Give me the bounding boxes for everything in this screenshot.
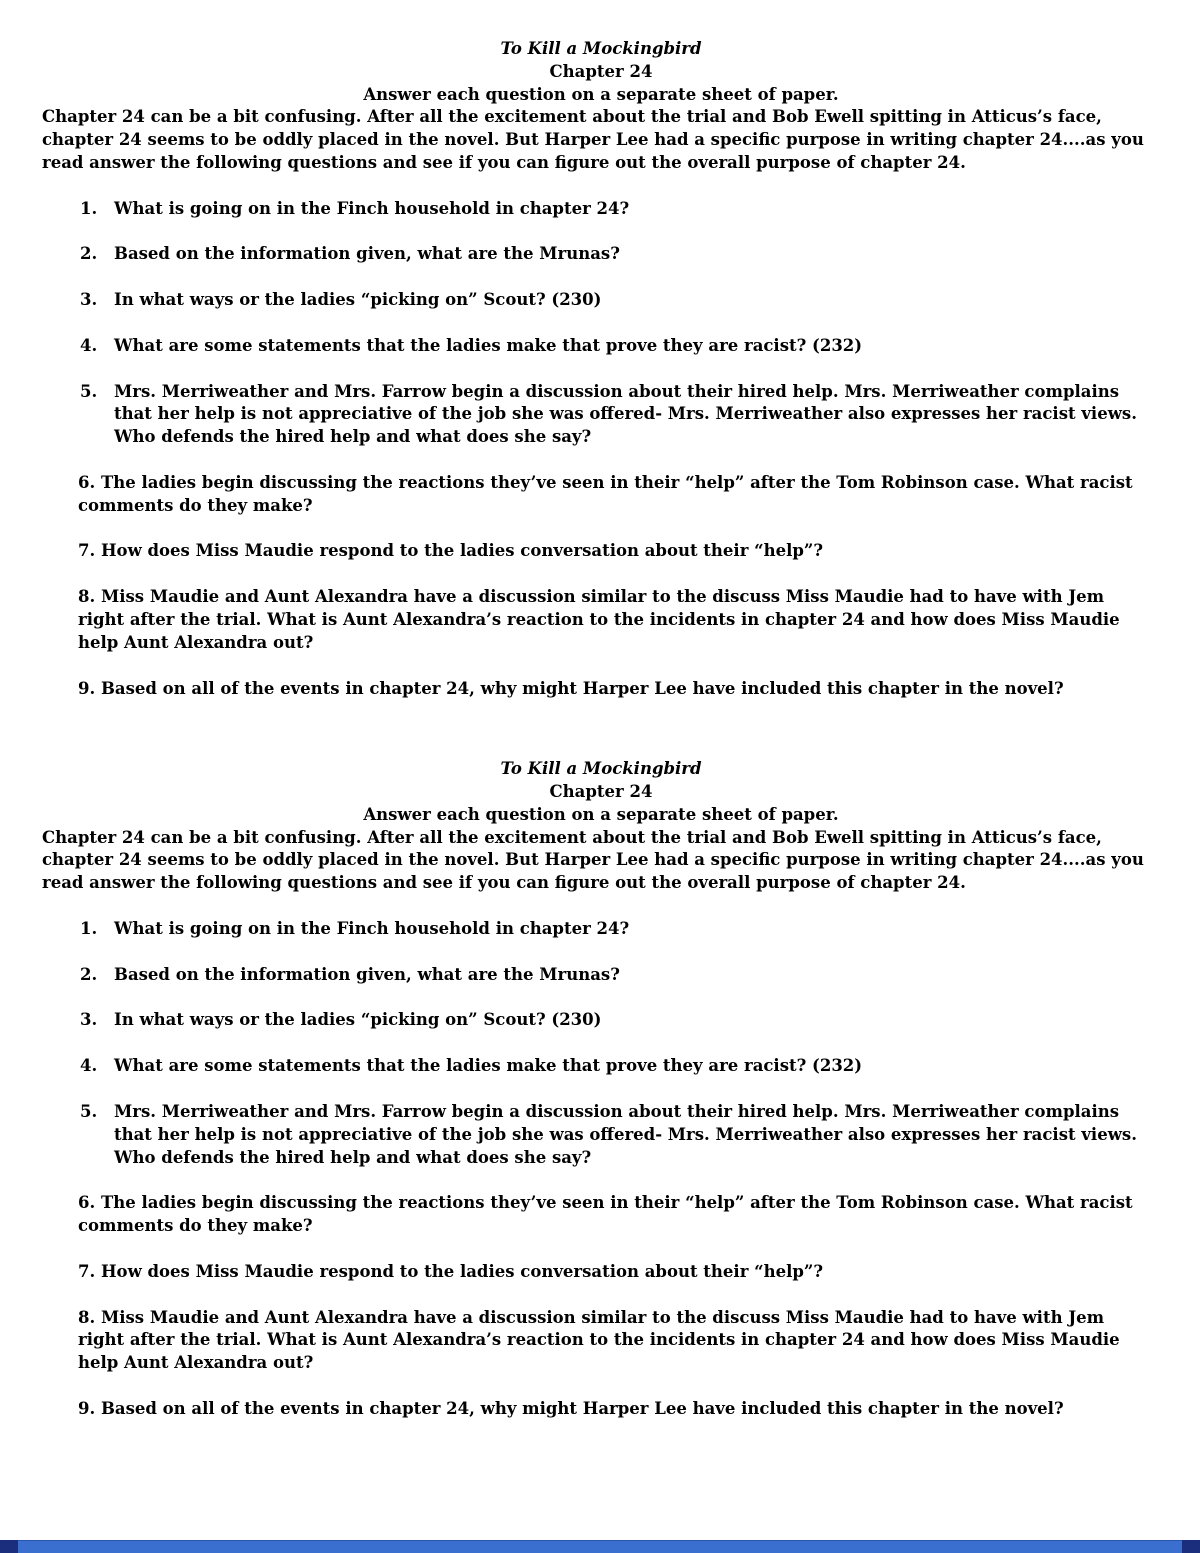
doc-title: To Kill a Mockingbird: [500, 759, 702, 779]
question-item-6: 6. The ladies begin discussing the reactions they’ve seen in their “help” after the Tom Robinson case. What racist comments do they make?: [78, 1193, 1133, 1236]
question-item-1: [80, 918, 1160, 941]
question-number: 1.: [80, 198, 98, 218]
question-item-1: [80, 198, 1160, 221]
doc-chapter: Chapter 24: [549, 61, 653, 81]
question-item-6: 6. The ladies begin discussing the reactions they’ve seen in their “help” after the Tom Robinson case. What racist comments do they make?: [78, 472, 1133, 515]
scrollbar-track[interactable]: [18, 1540, 1182, 1553]
question-text: Mrs. Merriweather and Mrs. Farrow begin a discussion about their hired help. Mrs. Merriweather complains that her help is not appreciative of the job she was offered- Mrs. Merriweather also expresses her racist views. Who defends the hired help and what does she say?: [114, 381, 1137, 447]
worksheet-copy-2: [42, 758, 1160, 1420]
question-text: Based on the information given, what are the Mrunas?: [114, 244, 620, 264]
worksheet-copy-1: [42, 38, 1160, 700]
question-text: What are some statements that the ladies make that prove they are racist? (232): [114, 335, 863, 355]
question-text: Mrs. Merriweather and Mrs. Farrow begin a discussion about their hired help. Mrs. Merriweather complains that her help is not appreciative of the job she was offered- Mrs. Merriweather also expresses her racist views. Who defends the hired help and what does she say?: [114, 1101, 1137, 1167]
question-item-3: [80, 289, 1160, 312]
question-item-5: [80, 381, 1160, 449]
question-number: 3.: [80, 290, 98, 310]
question-number: 2.: [80, 244, 98, 264]
question-number: 2.: [80, 964, 98, 984]
doc-intro: Chapter 24 can be a bit confusing. After all the excitement about the trial and Bob Ewell spitting in Atticus’s face, chapter 24 seems to be oddly placed in the novel. But Harper Lee had a specific purpose in writing chapter 24....as you read answer the following questions and see if you can figure out the overall purpose of chapter 24.: [42, 827, 1144, 893]
question-number: 5.: [80, 381, 98, 401]
scrollbar-right-cap[interactable]: [1182, 1540, 1200, 1553]
question-item-7: 7. How does Miss Maudie respond to the ladies conversation about their “help”?: [78, 1261, 824, 1281]
doc-instruction: Answer each question on a separate sheet of paper.: [363, 804, 839, 824]
question-item-3: [80, 1009, 1160, 1032]
question-item-4: [80, 335, 1160, 358]
question-item-4: [80, 1055, 1160, 1078]
question-item-9: 9. Based on all of the events in chapter 24, why might Harper Lee have included this chapter in the novel?: [78, 678, 1064, 698]
bottom-scrollbar[interactable]: [0, 1540, 1200, 1553]
question-text: In what ways or the ladies “picking on” Scout? (230): [114, 290, 602, 310]
scrollbar-left-cap[interactable]: [0, 1540, 18, 1553]
question-number: 4.: [80, 335, 98, 355]
question-item-9: 9. Based on all of the events in chapter 24, why might Harper Lee have included this chapter in the novel?: [78, 1398, 1064, 1418]
question-item-8: 8. Miss Maudie and Aunt Alexandra have a discussion similar to the discuss Miss Maudie had to have with Jem right after the trial. What is Aunt Alexandra’s reaction to the incidents in chapter 24 and how does Miss Maudie help Aunt Alexandra out?: [78, 1307, 1120, 1373]
question-number: 4.: [80, 1056, 98, 1076]
question-text: What is going on in the Finch household in chapter 24?: [114, 198, 630, 218]
question-text: Based on the information given, what are the Mrunas?: [114, 964, 620, 984]
question-text: In what ways or the ladies “picking on” Scout? (230): [114, 1010, 602, 1030]
question-item-5: [80, 1101, 1160, 1169]
question-number: 1.: [80, 918, 98, 938]
question-text: What are some statements that the ladies make that prove they are racist? (232): [114, 1056, 863, 1076]
question-item-8: 8. Miss Maudie and Aunt Alexandra have a discussion similar to the discuss Miss Maudie had to have with Jem right after the trial. What is Aunt Alexandra’s reaction to the incidents in chapter 24 and how does Miss Maudie help Aunt Alexandra out?: [78, 587, 1120, 652]
doc-instruction: Answer each question on a separate sheet of paper.: [363, 84, 839, 104]
doc-title: To Kill a Mockingbird: [500, 39, 702, 58]
question-number: 3.: [80, 1010, 98, 1030]
question-item-7: 7. How does Miss Maudie respond to the ladies conversation about their “help”?: [78, 541, 824, 561]
doc-chapter: Chapter 24: [549, 782, 653, 802]
question-item-2: [80, 243, 1160, 266]
question-text: What is going on in the Finch household in chapter 24?: [114, 918, 630, 938]
doc-intro: Chapter 24 can be a bit confusing. After all the excitement about the trial and Bob Ewell spitting in Atticus’s face, chapter 24 seems to be oddly placed in the novel. But Harper Lee had a specific purpose in writing chapter 24....as you read answer the following questions and see if you can figure out the overall purpose of chapter 24.: [42, 107, 1144, 172]
question-number: 5.: [80, 1101, 98, 1121]
question-item-2: [80, 964, 1160, 987]
